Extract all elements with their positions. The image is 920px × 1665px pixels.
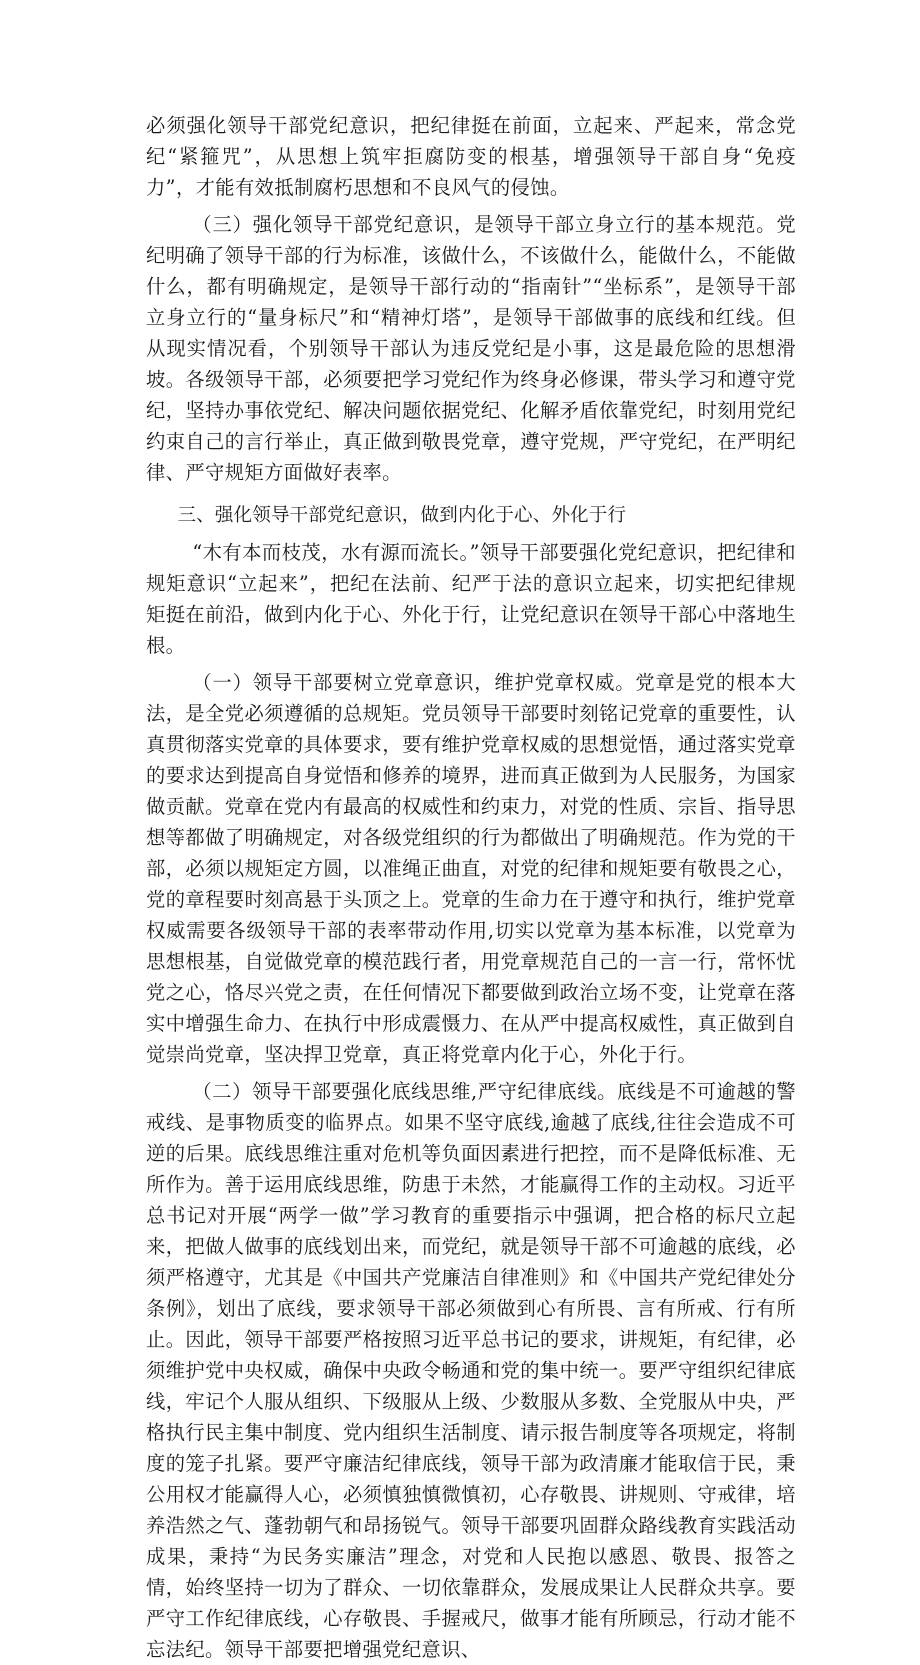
- paragraph-intro-quote: “木有本而枝茂，水有源而流长。”领导干部要强化党纪意识，把纪律和规矩意识“立起来”，把纪在法前、纪严于法的意识立起来，切实把纪律规矩挺在前沿，做到内化于心、外化于行，让党纪意识在领导干部心中落地生根。: [146, 541, 796, 657]
- paragraph-section-3: （三）强化领导干部党纪意识，是领导干部立身立行的基本规范。党纪明确了领导干部的行为标准，该做什么，不该做什么，能做什么，不能做什么，都有明确规定，是领导干部行动的“指南针”“坐标系”，是领导干部立身立行的“量身标尺”和“精神灯塔”，是领导干部做事的底线和红线。但从现实情况看，个别领导干部认为违反党纪是小事，这是最危险的思想滑坡。各级领导干部，必须要把学习党纪作为终身必修课，带头学习和遵守党纪，坚持办事依党纪、解决问题依据党纪、化解矛盾依靠党纪，时刻用党纪约束自己的言行举止，真正做到敬畏党章，遵守党规，严守党纪，在严明纪律、严守规矩方面做好表率。: [146, 213, 796, 484]
- paragraph-subsection-2: （二）领导干部要强化底线思维,严守纪律底线。底线是不可逾越的警戒线、是事物质变的临界点。如果不坚守底线,逾越了底线,往往会造成不可逆的后果。底线思维注重对危机等负面因素进行把控，而不是降低标准、无所作为。善于运用底线思维，防患于未然，才能赢得工作的主动权。习近平总书记对开展“两学一做”学习教育的重要指示中强调，把合格的标尺立起来，把做人做事的底线划出来，而党纪，就是领导干部不可逾越的底线，必须严格遵守，尤其是《中国共产党廉洁自律准则》和《中国共产党纪律处分条例》，划出了底线，要求领导干部必须做到心有所畏、言有所戒、行有所止。因此，领导干部要严格按照习近平总书记的要求，讲规矩，有纪律，必须维护党中央权威，确保中央政令畅通和党的集中统一。要严守组织纪律底线，牢记个人服从组织、下级服从上级、少数服从多数、全党服从中央，严格执行民主集中制度、党内组织生活制度、请示报告制度等各项规定，将制度的笼子扎紧。要严守廉洁纪律底线，领导干部为政清廉才能取信于民，秉公用权才能赢得人心，必须慎独慎微慎初，心存敬畏、讲规则、守戒律，培养浩然之气、蓬勃朝气和昂扬锐气。领导干部要巩固群众路线教育实践活动成果，秉持“为民务实廉洁”理念，对党和人民抱以感恩、敬畏、报答之情，始终坚持一切为了群众、一切依靠群众，发展成果让人民群众共享。要严守工作纪律底线，心存敬畏、手握戒尺，做事才能有所顾忌，行动才能不忘法纪。领导干部要把增强党纪意识、: [146, 1080, 796, 1661]
- document-body: [146, 110, 796, 1665]
- paragraph-continuation: 必须强化领导干部党纪意识，把纪律挺在前面，立起来、严起来，常念党纪“紧箍咒”，从思想上筑牢拒腐防变的根基，增强领导干部自身“免疫力”，才能有效抵制腐朽思想和不良风气的侵蚀。: [146, 114, 796, 199]
- paragraph-subsection-1: （一）领导干部要树立党章意识，维护党章权威。党章是党的根本大法，是全党必须遵循的总规矩。党员领导干部要时刻铭记党章的重要性，认真贯彻落实党章的具体要求，要有维护党章权威的思想觉悟，通过落实党章的要求达到提高自身觉悟和修养的境界，进而真正做到为人民服务，为国家做贡献。党章在党内有最高的权威性和约束力，对党的性质、宗旨、指导思想等都做了明确规定，对各级党组织的行为都做出了明确规范。作为党的干部，必须以规矩定方圆，以准绳正曲直，对党的纪律和规矩要有敬畏之心，党的章程要时刻高悬于头顶之上。党章的生命力在于遵守和执行，维护党章权威需要各级领导干部的表率带动作用,切实以党章为基本标准，以党章为思想根基，自觉做党章的模范践行者，用党章规范自己的一言一行，常怀忧党之心，恪尽兴党之责，在任何情况下都要做到政治立场不变，让党章在落实中增强生命力、在执行中形成震慑力、在从严中提高权威性，真正做到自觉崇尚党章，坚决捍卫党章，真正将党章内化于心，外化于行。: [146, 671, 796, 1066]
- section-heading-3: 三、强化领导干部党纪意识，做到内化于心、外化于行: [177, 505, 627, 526]
